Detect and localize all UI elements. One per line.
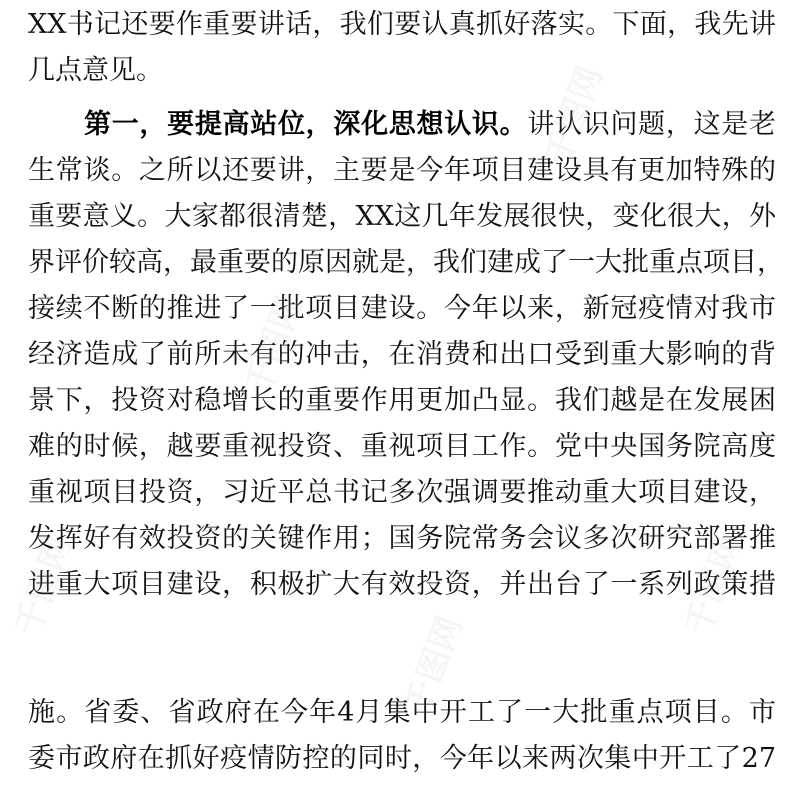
paragraph-line: 施。省委、省政府在今年4月集中开工了一大批重点项目。市 bbox=[28, 697, 776, 728]
watermark-text: 千图网 bbox=[538, 60, 611, 171]
watermark-text: 千图网 bbox=[398, 610, 471, 721]
paragraph-line: XX书记还要作重要讲话，我们要认真抓好落实。下面，我先讲 bbox=[28, 9, 776, 40]
paragraph-line: 重视项目投资，习近平总书记多次强调要推动重大项目建设， bbox=[28, 477, 776, 508]
watermark-text: 千图网 bbox=[678, 530, 751, 641]
watermark-text: 千图网 bbox=[8, 530, 81, 641]
paragraph-line: 接续不断的推进了一批项目建设。今年以来，新冠疫情对我市 bbox=[28, 293, 776, 324]
watermark-text: 千图网 bbox=[238, 290, 311, 401]
paragraph-line: 进重大项目建设，积极扩大有效投资，并出台了一系列政策措 bbox=[28, 569, 776, 600]
paragraph-line: 难的时候，越要重视投资、重视项目工作。党中央国务院高度 bbox=[28, 431, 776, 462]
paragraph-line: 几点意见。 bbox=[28, 55, 163, 86]
paragraph-line: 重要意义。大家都很清楚，XX这几年发展很快，变化很大，外 bbox=[28, 201, 776, 232]
paragraph-line: 界评价较高，最重要的原因就是，我们建成了一大批重点项目， bbox=[28, 247, 784, 278]
section-first-line bbox=[84, 102, 776, 148]
section-lead-text: 讲认识问题，这是老 bbox=[527, 109, 777, 140]
paragraph-line: 发挥好有效投资的关键作用；国务院常务会议多次研究部署推 bbox=[28, 523, 776, 554]
section-heading: 第一，要提高站位，深化思想认识。 bbox=[84, 109, 528, 140]
paragraph-line: 委市政府在抓好疫情防控的同时，今年以来两次集中开工了27 bbox=[28, 743, 776, 774]
paragraph-line: 经济造成了前所未有的冲击，在消费和出口受到重大影响的背 bbox=[28, 339, 776, 370]
paragraph-line: 生常谈。之所以还要讲，主要是今年项目建设具有更加特殊的 bbox=[28, 155, 776, 186]
paragraph-line: 景下，投资对稳增长的重要作用更加凸显。我们越是在发展困 bbox=[28, 385, 776, 416]
